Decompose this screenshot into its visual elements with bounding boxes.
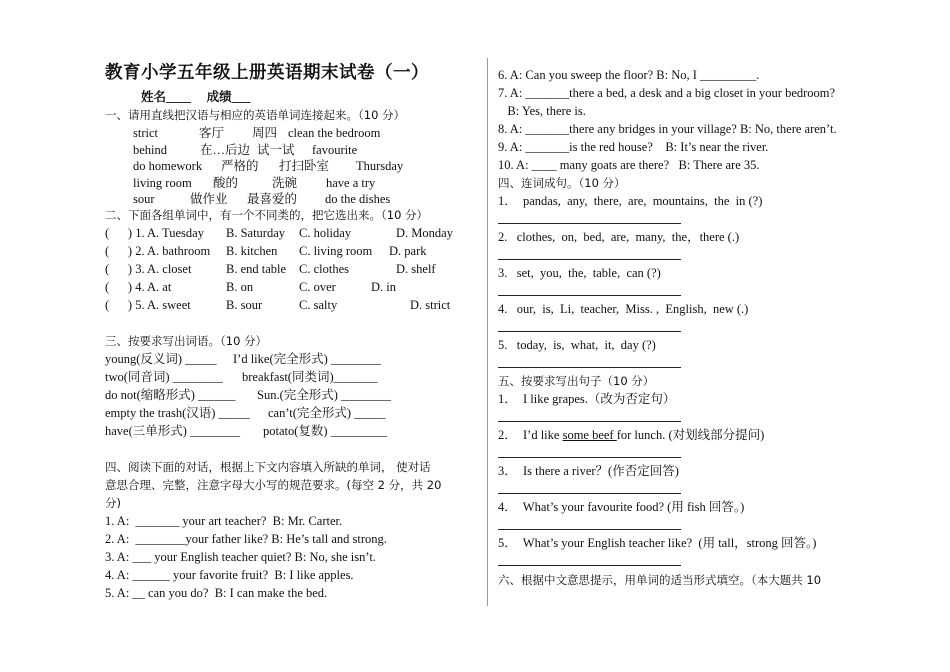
match-cell-r2-c3: 试一试 xyxy=(257,142,295,157)
wordform-3b: Sun.(完全形式) ________ xyxy=(257,388,392,402)
transform-item-text: 1． I like grapes.（改为否定句） xyxy=(498,392,676,406)
wordform-4b: can’t(完全形式) _____ xyxy=(268,406,386,420)
wordform-1a: young(反义词) _____ xyxy=(105,352,217,366)
dialog-item-3: 3. A: ___ your English teacher quiet? B: No, she isn’t. xyxy=(105,550,376,564)
reorder-answer-line-2[interactable] xyxy=(498,259,681,260)
match-cell-r3-c2: 严格的 xyxy=(221,159,259,173)
section7-heading: 六、根据中文意思提示，用单词的适当形式填空。（本大题共 10 xyxy=(498,573,822,587)
transform-item-3 xyxy=(498,462,679,480)
transform-answer-line-4[interactable] xyxy=(498,529,681,530)
transform-item-2 xyxy=(498,426,764,444)
transform-answer-line-3[interactable] xyxy=(498,493,681,494)
match-cell-r1-c2: 客厅 xyxy=(199,126,225,140)
transform-item-text: 5． What’s your English teacher like? (用 tall，strong 回答。) xyxy=(498,536,817,550)
match-cell-r5-c1: sour xyxy=(133,192,155,206)
odd-item-1-opt3: C. holiday xyxy=(299,226,352,240)
dialog-item-4: 4. A: ______ your favorite fruit? B: I like apples. xyxy=(105,568,354,582)
transform-item-instruction: for lunch. (对划线部分提问) xyxy=(616,428,765,442)
odd-item-3-opt4: D. shelf xyxy=(396,262,436,276)
dialog-item-5: 5. A: __ can you do? B: I can make the bed. xyxy=(105,586,328,600)
transform-item-1 xyxy=(498,390,675,408)
reorder-item-1: 1． pandas, any, there, are, mountains, the in (?) xyxy=(498,194,763,208)
reorder-answer-line-3[interactable] xyxy=(498,295,681,296)
match-cell-r5-c2: 做作业 xyxy=(190,192,228,206)
odd-item-1-opt1: ( ) 1. A. Tuesday xyxy=(105,226,204,240)
transform-item-text: 4． What’s your favourite food? (用 fish 回答。) xyxy=(498,500,745,514)
dialog-item-6: 6. A: Can you sweep the floor? B: No, I _________. xyxy=(498,68,760,82)
odd-item-3-opt2: B. end table xyxy=(226,262,287,276)
section5-heading: 四、连词成句。（10 分） xyxy=(498,176,626,190)
underlined-phrase: some beef xyxy=(562,428,617,442)
match-cell-r1-c1: strict xyxy=(133,126,158,140)
wordform-2a: two(同音词) ________ xyxy=(105,370,223,384)
wordform-3a: do not(缩略形式) ______ xyxy=(105,388,236,402)
odd-item-5-opt1: ( ) 5. A. sweet xyxy=(105,298,191,312)
reorder-item-3: 3. set, you, the, table, can (?) xyxy=(498,266,661,280)
match-cell-r5-c4: do the dishes xyxy=(325,192,391,206)
section2-heading: 二、下面各组单词中，有一个不同类的，把它选出来。（10 分） xyxy=(105,208,429,222)
reorder-item-2: 2. clothes, on, bed, are, many, the，there (.) xyxy=(498,230,740,244)
transform-item-5 xyxy=(498,534,816,552)
odd-item-3-opt1: ( ) 3. A. closet xyxy=(105,262,192,276)
match-cell-r4-c1: living room xyxy=(133,175,192,190)
transform-item-4 xyxy=(498,498,744,516)
transform-answer-line-2[interactable] xyxy=(498,457,681,458)
odd-item-4-opt3: C. over xyxy=(299,280,336,294)
odd-item-5-opt3: C. salty xyxy=(299,298,338,312)
odd-item-5-opt4: D. strict xyxy=(410,298,451,312)
dialog-item-7: 7. A: _______there a bed, a desk and a big closet in your bedroom? xyxy=(498,86,836,100)
reorder-item-4: 4. our, is, Li, teacher, Miss. , English, new (.) xyxy=(498,302,749,316)
dialog-item-9: 8. A: _______there any bridges in your village? B: No, there aren’t. xyxy=(498,122,837,136)
odd-item-2-opt4: D. park xyxy=(389,244,427,258)
odd-item-5-opt2: B. sour xyxy=(226,298,263,312)
match-cell-r4-c3: 洗碗 xyxy=(272,175,298,190)
reorder-answer-line-1[interactable] xyxy=(498,223,681,224)
odd-item-2-opt3: C. living room xyxy=(299,244,373,258)
wordform-4a: empty the trash(汉语) _____ xyxy=(105,406,250,420)
section4-heading-line-1: 四、阅读下面的对话，根据上下文内容填入所缺的单词， 使对话 xyxy=(105,460,431,474)
wordform-2b: breakfast(同类词)_______ xyxy=(242,370,378,384)
transform-item-text: 2． I’d like xyxy=(498,428,563,442)
reorder-answer-line-4[interactable] xyxy=(498,331,681,332)
transform-answer-line-1[interactable] xyxy=(498,421,681,422)
odd-item-2-opt1: ( ) 2. A. bathroom xyxy=(105,244,211,258)
odd-item-4-opt1: ( ) 4. A. at xyxy=(105,280,172,294)
section6-heading: 五、按要求写出句子（10 分） xyxy=(498,374,655,388)
name-score-line: 姓名____ 成绩___ xyxy=(141,90,251,104)
match-cell-r2-c4: favourite xyxy=(312,142,358,157)
reorder-item-5: 5. today, is, what, it, day (?) xyxy=(498,338,656,352)
match-cell-r4-c2: 酸的 xyxy=(213,175,239,190)
odd-item-1-opt4: D. Monday xyxy=(396,226,453,240)
match-cell-r3-c3: 打扫卧室 xyxy=(279,159,330,173)
section3-heading: 三、按要求写出词语。（10 分） xyxy=(105,334,268,348)
transform-answer-line-5[interactable] xyxy=(498,565,681,566)
odd-item-4-opt4: D. in xyxy=(371,280,396,294)
match-cell-r5-c3: 最喜爱的 xyxy=(247,192,298,206)
section1-heading: 一、请用直线把汉语与相应的英语单词连接起来。（10 分） xyxy=(105,108,406,122)
wordform-1b: I’d like(完全形式) ________ xyxy=(233,352,381,366)
match-cell-r1-c3: 周四 xyxy=(252,126,278,140)
exam-title: 教育小学五年级上册英语期末试卷（一） xyxy=(105,63,429,83)
odd-item-1-opt2: B. Saturday xyxy=(226,226,286,240)
match-cell-r2-c1: behind xyxy=(133,142,168,157)
odd-item-4-opt2: B. on xyxy=(226,280,254,294)
dialog-item-1: 1. A: _______ your art teacher? B: Mr. Carter. xyxy=(105,514,343,528)
wordform-5a: have(三单形式) ________ xyxy=(105,424,241,438)
transform-item-text: 3． Is there a river？(作否定回答) xyxy=(498,464,679,478)
dialog-item-10: 9. A: _______is the red house? B: It’s near the river. xyxy=(498,140,769,154)
match-cell-r1-c4: clean the bedroom xyxy=(288,126,381,140)
dialog-item-2: 2. A: ________your father like? B: He’s tall and strong. xyxy=(105,532,387,546)
dialog-item-8: B: Yes, there is. xyxy=(498,104,586,118)
odd-item-2-opt2: B. kitchen xyxy=(226,244,278,258)
wordform-5b: potato(复数) _________ xyxy=(263,424,387,438)
section4-heading-line-2: 意思合理、完整，注意字母大小写的规范要求。(每空 2 分，共 20 xyxy=(105,478,442,492)
dialog-item-11: 10. A: ____ many goats are there? B: There are 35. xyxy=(498,158,760,172)
match-cell-r4-c4: have a try xyxy=(326,175,376,190)
match-cell-r3-c1: do homework xyxy=(133,159,203,173)
section4-heading-line-3: 分) xyxy=(105,496,121,510)
match-cell-r3-c4: Thursday xyxy=(356,159,404,173)
reorder-answer-line-5[interactable] xyxy=(498,367,681,368)
column-divider xyxy=(487,58,488,606)
match-cell-r2-c2: 在…后边 xyxy=(200,142,251,157)
odd-item-3-opt3: C. clothes xyxy=(299,262,349,276)
